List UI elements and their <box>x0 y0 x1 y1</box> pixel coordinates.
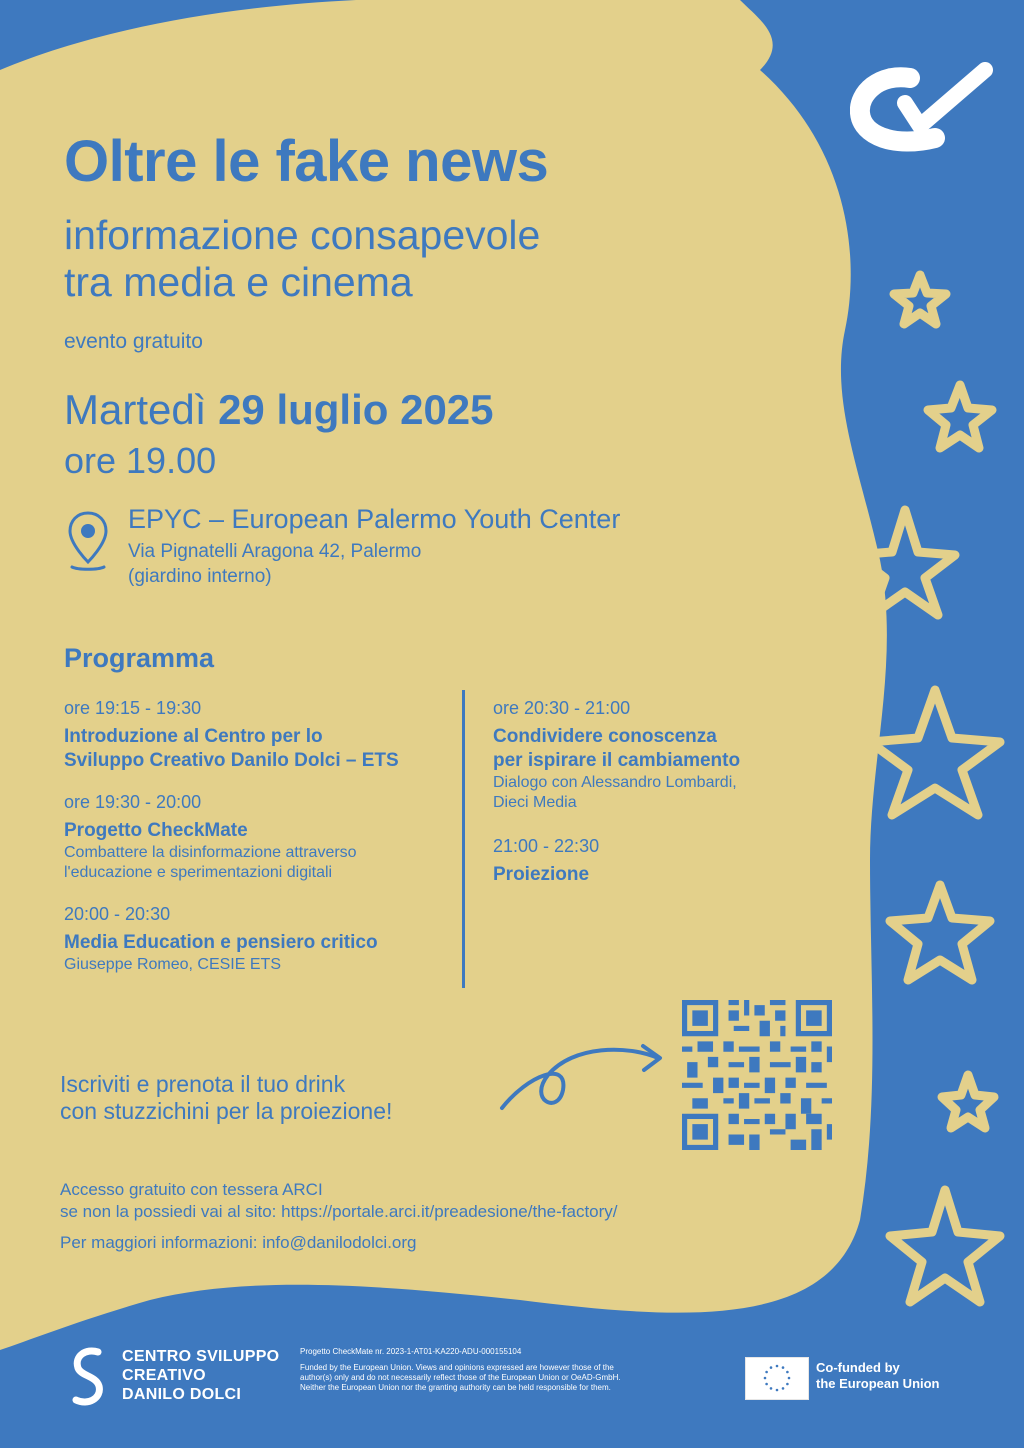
slot-title: Media Education e pensiero critico <box>64 932 378 953</box>
slot-description: Giuseppe Romeo, CESIE ETS <box>64 956 281 973</box>
access-info: Accesso gratuito con tessera ARCI se non la possiedi vai al sito: https://portale.arci.it/preadesione/the-factory/ <box>60 1180 618 1221</box>
event-time: ore 19.00 <box>64 440 217 481</box>
danilo-dolci-logo-icon <box>66 1346 110 1408</box>
slot-time: ore 20:30 - 21:00 <box>493 698 631 718</box>
star-icon <box>890 885 990 980</box>
slot-time: ore 19:15 - 19:30 <box>64 698 202 718</box>
curly-arrow-icon <box>498 1020 668 1120</box>
star-icon <box>928 385 992 448</box>
venue-name: EPYC – European Palermo Youth Center <box>128 504 621 534</box>
checkmate-logo-icon <box>850 58 995 153</box>
star-icon <box>894 275 946 324</box>
slot-time: 21:00 - 22:30 <box>493 836 600 856</box>
location-pin-icon <box>66 510 110 572</box>
slot-time: 20:00 - 20:30 <box>64 904 171 924</box>
contact-info[interactable]: Per maggiori informazioni: info@danilodolci.org <box>60 1233 417 1252</box>
funding-disclaimer: Progetto CheckMate nr. 2023-1-AT01-KA220-ADU-000155104 Funded by the European Union. Views and opinions expressed are however those of the author(s) only and do not necessarily reflect those of the European Union or OeAD-GmbH. Neither the European Union nor the granting authority can be held responsible for them. <box>300 1347 621 1392</box>
free-event-label: evento gratuito <box>64 330 203 353</box>
program-slot <box>493 697 823 813</box>
page-title: Oltre le fake news <box>64 129 549 194</box>
program-title: Programma <box>64 643 215 673</box>
subtitle: informazione consapevole tra media e cinema <box>64 212 541 305</box>
decorative-stars <box>855 275 1000 1302</box>
venue-address: Via Pignatelli Aragona 42, Palermo (giardino interno) <box>128 541 422 587</box>
slot-time: ore 19:30 - 20:00 <box>64 792 202 812</box>
arci-link[interactable]: se non la possiedi vai al sito: https://portale.arci.it/preadesione/the-factory/ <box>60 1202 618 1221</box>
qr-code-icon[interactable] <box>682 1000 832 1150</box>
event-weekday: Martedì <box>64 386 207 433</box>
eu-flag-icon <box>745 1357 809 1400</box>
slot-title: Condividere conoscenza per ispirare il cambiamento <box>493 726 741 771</box>
star-icon <box>890 1190 1000 1302</box>
program-divider <box>462 690 465 988</box>
slot-title: Introduzione al Centro per lo Sviluppo Creativo Danilo Dolci – ETS <box>64 726 399 771</box>
slot-description: Dialogo con Alessandro Lombardi, Dieci Media <box>493 774 737 811</box>
program-slot <box>64 697 464 773</box>
slot-title: Proiezione <box>493 864 590 885</box>
organization-name: CENTRO SVILUPPO CREATIVO DANILO DOLCI <box>122 1348 280 1403</box>
program-slot <box>64 903 464 975</box>
star-icon <box>870 690 1000 815</box>
star-icon <box>942 1075 994 1128</box>
eu-cofunded-label: Co-funded by the European Union <box>816 1360 940 1391</box>
slot-title: Progetto CheckMate <box>64 820 248 841</box>
slot-description: Combattere la disinformazione attraverso l'educazione e sperimentazioni digitali <box>64 844 357 881</box>
registration-cta: Iscriviti e prenota il tuo drink con stuzzichini per la proiezione! <box>60 1071 393 1124</box>
program-slot <box>64 791 464 883</box>
program-slot <box>493 835 823 887</box>
event-date <box>64 386 494 434</box>
event-date-value: 29 luglio 2025 <box>218 386 494 433</box>
